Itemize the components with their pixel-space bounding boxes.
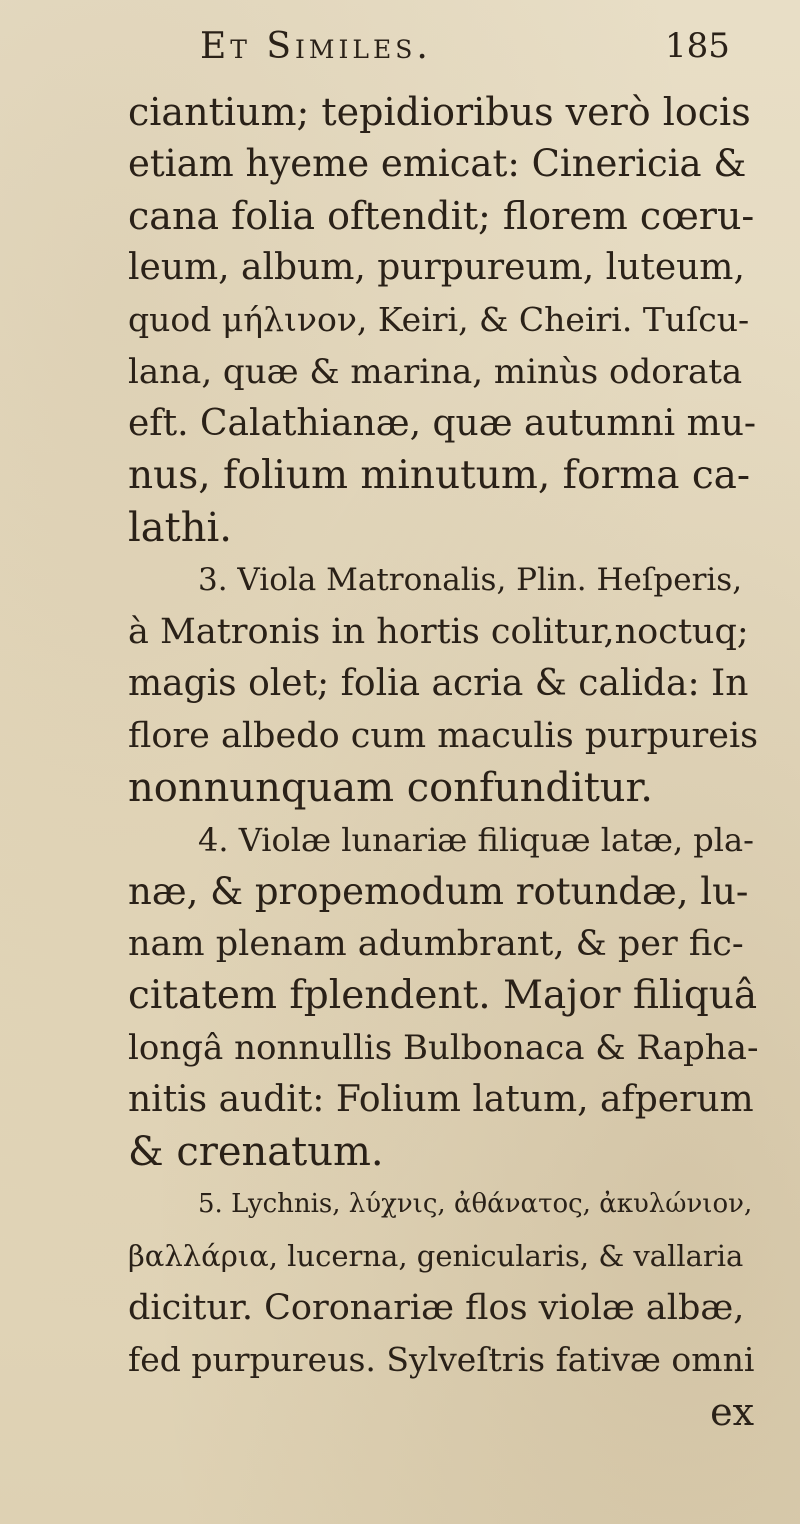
text-line: 4. Violæ lunariæ filiquæ latæ, pla-	[198, 821, 754, 859]
text-line: nam plenam adumbrant, & per fic-	[128, 924, 744, 964]
text-line: à Matronis in hortis colitur,noctuq;	[128, 612, 749, 652]
text-line: etiam hyeme emicat: Cinericia &	[128, 142, 747, 185]
text-line: cana folia oftendit; florem cœru-	[128, 194, 755, 238]
page-number: 185	[665, 26, 730, 66]
page-header	[0, 26, 800, 76]
text-line: næ, & propemodum rotundæ, lu-	[128, 870, 749, 913]
body-text	[128, 86, 758, 1438]
text-line: flore albedo cum maculis purpureis	[128, 716, 758, 756]
text-line: 5. Lychnis, λύχνις, ἀθάνατος, ἀκυλώνιον,	[198, 1189, 753, 1219]
text-line: nitis audit: Folium latum, afperum	[128, 1079, 754, 1120]
text-line: magis olet; folia acria & calida: In	[128, 663, 749, 704]
text-line: lathi.	[128, 505, 232, 551]
text-line: quod μήλινον, Keiri, & Cheiri. Tuſcu-	[128, 300, 750, 339]
text-line: ciantium; tepidioribus verò locis	[128, 90, 751, 134]
text-line: nus, folium minutum, forma ca-	[128, 453, 751, 498]
text-line: longâ nonnullis Bulbonaca & Rapha-	[128, 1028, 758, 1068]
text-line: & crenatum.	[128, 1129, 384, 1175]
text-line: dicitur. Coronariæ flos violæ albæ,	[128, 1288, 745, 1328]
text-line: fed purpureus. Sylveſtris fativæ omni	[128, 1340, 755, 1379]
text-line: eft. Calathianæ, quæ autumni mu-	[128, 403, 757, 444]
text-line: citatem fplendent. Major filiquâ	[128, 973, 758, 1018]
text-line: lana, quæ & marina, minùs odorata	[128, 352, 743, 392]
text-line: nonnunquam confunditur.	[128, 765, 653, 811]
catchword: ex	[710, 1390, 754, 1434]
text-line: 3. Viola Matronalis, Plin. Heſperis,	[198, 562, 743, 598]
text-line: βαλλάρια, lucerna, genicularis, & vallaria	[128, 1239, 744, 1273]
running-head: Et Similes.	[200, 26, 432, 67]
text-line: leum, album, purpureum, luteum,	[128, 247, 745, 288]
